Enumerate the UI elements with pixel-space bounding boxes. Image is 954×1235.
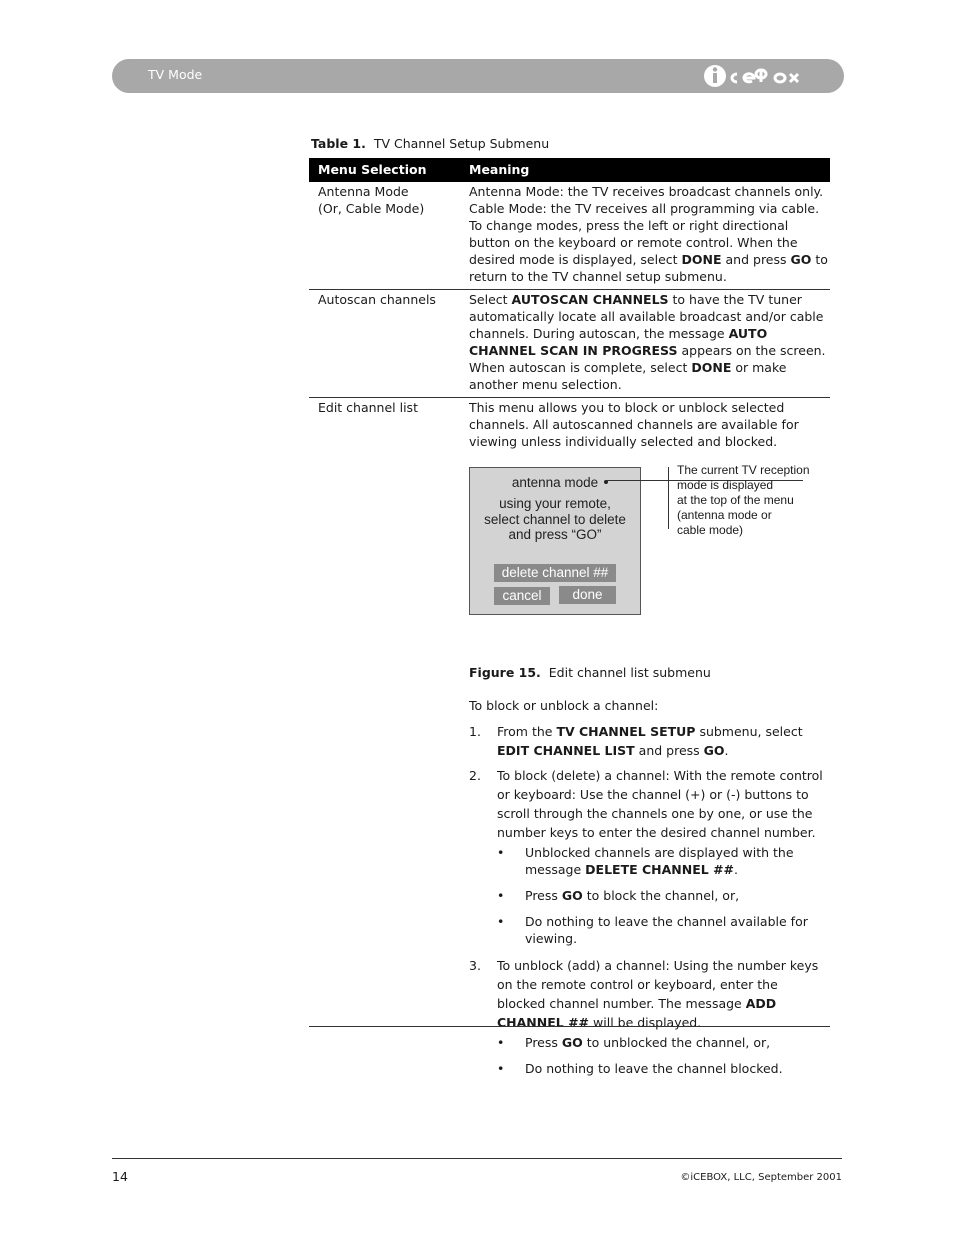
step-number: 2. — [469, 768, 481, 783]
meaning-cell — [460, 398, 830, 1088]
figure-caption-label: Figure 15. — [469, 665, 541, 680]
delete-channel-button: delete channel ## — [494, 564, 616, 582]
step-text: From the TV CHANNEL SETUP submenu, select EDIT CHANNEL LIST and press GO. — [497, 724, 803, 758]
section-title: TV Mode — [148, 67, 203, 82]
table-end-rule — [309, 1026, 830, 1027]
bullet-item — [497, 1060, 830, 1077]
selection-line: Antenna Mode — [318, 184, 409, 199]
meaning-paragraph: Select AUTOSCAN CHANNELS to have the TV tuner automatically locate all available broadcast and/or cable channels. During autoscan, the message AUTO CHANNEL SCAN IN PROGRESS appears on the screen. When autoscan is complete, select DONE or make another menu selection. — [469, 292, 826, 392]
bullet-mark: • — [497, 888, 505, 903]
cancel-button: cancel — [494, 587, 550, 605]
bullet-list — [497, 1034, 830, 1077]
instructions-intro: To block or unblock a channel: — [469, 698, 659, 713]
meaning-cell — [460, 182, 830, 290]
footer-rule — [112, 1158, 842, 1159]
bullet-item — [497, 913, 830, 947]
step-item — [469, 766, 830, 947]
selection-line: Edit channel list — [318, 400, 418, 415]
column-header-meaning: Meaning — [460, 158, 830, 182]
figure-caption-text: Edit channel list submenu — [548, 665, 711, 680]
bullet-text: Unblocked channels are displayed with the message DELETE CHANNEL ##. — [525, 845, 794, 877]
figure-caption — [469, 664, 830, 681]
page-number: 14 — [112, 1169, 128, 1184]
screen-message: using your remote, select channel to delete and press “GO” — [484, 496, 626, 542]
callout-line: cable mode) — [677, 523, 744, 537]
meaning-paragraph: Antenna Mode: the TV receives broadcast channels only. — [469, 184, 824, 199]
bullet-mark: • — [497, 1061, 505, 1076]
meaning-paragraph: This menu allows you to block or unblock selected channels. All autoscanned channels are available for viewing unless individually selected and blocked. — [469, 400, 799, 449]
callout-line: The current TV reception — [677, 463, 810, 477]
channel-setup-table — [309, 158, 830, 1087]
callout-bracket-line — [668, 467, 669, 529]
bullet-text: Press GO to unblocked the channel, or, — [525, 1035, 771, 1050]
step-text: To block (delete) a channel: With the remote control or keyboard: Use the channel (+) or (-) buttons to scroll through the channels one by one, or use the number keys to enter the desired channel number. — [497, 768, 823, 840]
table-row — [309, 182, 830, 290]
header-bar — [112, 59, 844, 93]
edit-channel-figure — [469, 458, 830, 650]
selection-cell — [309, 290, 460, 398]
step-number: 1. — [469, 724, 481, 739]
bullet-text: Do nothing to leave the channel available for viewing. — [525, 914, 808, 946]
selection-line: (Or, Cable Mode) — [318, 201, 425, 216]
column-header-selection: Menu Selection — [309, 158, 460, 182]
step-text: To unblock (add) a channel: Using the number keys on the remote control or keyboard, enter the blocked channel number. The message ADD CHANNEL ## will be displayed. — [497, 958, 819, 1030]
bullet-text: Press GO to block the channel, or, — [525, 888, 740, 903]
callout-text — [677, 463, 827, 538]
meaning-cell — [460, 290, 830, 398]
selection-cell — [309, 182, 460, 290]
bullet-mark: • — [497, 914, 505, 929]
bullet-item — [497, 844, 830, 878]
step-item — [469, 722, 830, 760]
table-row — [309, 290, 830, 398]
table-caption-label: Table 1. — [311, 136, 366, 151]
bullet-item — [497, 1034, 830, 1051]
table-caption — [311, 136, 830, 151]
meaning-paragraph: To change modes, press the left or right directional button on the keyboard or remote control. When the desired mode is displayed, select DONE and press GO to return to the TV channel setup submenu. — [469, 218, 828, 284]
callout-line: (antenna mode or — [677, 508, 772, 522]
bullet-mark: • — [497, 1035, 505, 1050]
callout-line: at the top of the menu — [677, 493, 794, 507]
table-row — [309, 398, 830, 1088]
steps-list — [469, 722, 830, 1077]
tv-menu-screen — [469, 467, 641, 615]
copyright-notice: ©iCEBOX, LLC, September 2001 — [680, 1172, 842, 1183]
step-item — [469, 956, 830, 1077]
selection-cell — [309, 398, 460, 1088]
bullet-text: Do nothing to leave the channel blocked. — [525, 1061, 783, 1076]
main-content — [309, 136, 830, 1087]
bullet-mark: • — [497, 845, 505, 860]
meaning-paragraph: Cable Mode: the TV receives all programming via cable. — [469, 201, 820, 216]
icebox-logo — [702, 62, 822, 90]
bullet-item — [497, 887, 830, 904]
screen-title: antenna mode — [511, 475, 599, 490]
callout-line: mode is displayed — [677, 478, 774, 492]
selection-line: Autoscan channels — [318, 292, 436, 307]
bullet-list — [497, 844, 830, 947]
step-number: 3. — [469, 958, 481, 973]
done-button: done — [559, 586, 616, 604]
table-caption-text: TV Channel Setup Submenu — [373, 136, 550, 151]
